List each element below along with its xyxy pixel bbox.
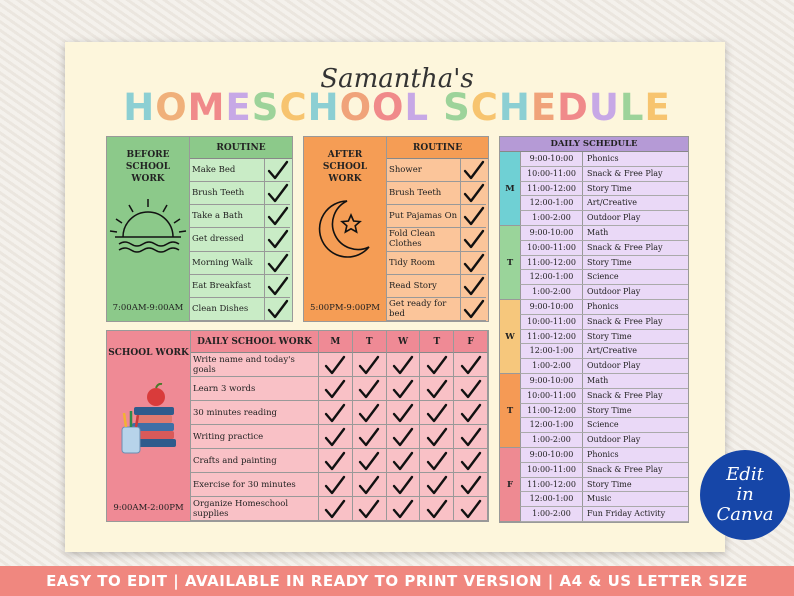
checkmark-icon xyxy=(454,497,488,521)
checkmark-icon xyxy=(264,228,290,251)
checkmark-icon xyxy=(353,353,387,377)
school-work-time: 9:00AM-2:00PM xyxy=(113,503,184,513)
checkmark-icon xyxy=(454,401,488,425)
checkmark-icon xyxy=(420,353,454,377)
schedule-time: 9:00-10:00 xyxy=(521,226,583,240)
checkmark-icon xyxy=(319,353,353,377)
schedule-subject: Outdoor Play xyxy=(587,213,641,223)
sunrise-icon xyxy=(107,197,189,257)
school-work-label-column xyxy=(107,331,191,521)
schedule-time: 10:00-11:00 xyxy=(521,241,583,255)
checkmark-icon xyxy=(353,401,387,425)
day-header: T xyxy=(353,331,387,353)
routine-item: Brush Teeth xyxy=(190,182,266,205)
schedule-subject: Story Time xyxy=(587,479,632,489)
schedule-subject: Snack & Free Play xyxy=(587,316,663,326)
schedule-time: 11:00-12:00 xyxy=(521,478,583,492)
schedule-time: 12:00-1:00 xyxy=(521,344,583,358)
school-task: 30 minutes reading xyxy=(191,401,319,425)
schedule-row xyxy=(520,404,688,419)
schedule-row xyxy=(520,389,688,404)
routine-item: Put Pajamas On xyxy=(387,205,462,228)
schedule-subject: Outdoor Play xyxy=(587,361,641,371)
daily-schedule-card xyxy=(499,136,689,523)
schedule-row xyxy=(520,211,688,226)
schedule-time: 10:00-11:00 xyxy=(521,315,583,329)
title-letter: E xyxy=(530,86,558,129)
schedule-time: 10:00-11:00 xyxy=(521,463,583,477)
checkmark-icon xyxy=(353,425,387,449)
after_school-title: AFTER SCHOOL WORK xyxy=(322,150,368,184)
title-letter: L xyxy=(404,86,430,129)
day-label-0: M xyxy=(500,152,520,226)
title-letter: S xyxy=(251,86,280,129)
books-apple-icon xyxy=(107,383,190,473)
school-work-card xyxy=(106,330,489,522)
school-task: Writing practice xyxy=(191,425,319,449)
title-letter: U xyxy=(588,86,620,129)
schedule-row xyxy=(520,256,688,271)
schedule-row xyxy=(520,315,688,330)
checkmark-icon xyxy=(319,449,353,473)
schedule-subject: Snack & Free Play xyxy=(587,464,663,474)
checkmark-icon xyxy=(454,377,488,401)
page-title xyxy=(0,86,794,129)
title-letter: O xyxy=(339,86,373,129)
schedule-row xyxy=(520,492,688,507)
checkmark-icon xyxy=(387,377,421,401)
checkmark-icon xyxy=(319,425,353,449)
checkmark-icon xyxy=(460,205,486,228)
schedule-time: 12:00-1:00 xyxy=(521,418,583,432)
schedule-row xyxy=(520,152,688,167)
schedule-subject: Science xyxy=(587,420,619,430)
daily-schedule-header: DAILY SCHEDULE xyxy=(500,137,688,152)
checkmark-icon xyxy=(387,449,421,473)
schedule-subject: Fun Friday Activity xyxy=(587,509,666,519)
child-name: Samantha's xyxy=(320,64,474,94)
checkmark-icon xyxy=(420,449,454,473)
routine-item: Eat Breakfast xyxy=(190,275,266,298)
checkmark-icon xyxy=(454,425,488,449)
schedule-subject: Music xyxy=(587,494,612,504)
schedule-subject: Snack & Free Play xyxy=(587,168,663,178)
title-letter: D xyxy=(557,86,589,129)
routine-item: Make Bed xyxy=(190,159,266,182)
checkmark-icon xyxy=(264,182,290,205)
schedule-row xyxy=(520,300,688,315)
day-label-2: W xyxy=(500,300,520,374)
school-work-header: DAILY SCHOOL WORK xyxy=(191,331,319,353)
checkmark-icon xyxy=(387,401,421,425)
checkmark-icon xyxy=(460,182,486,205)
checkmark-icon xyxy=(353,473,387,497)
title-letter: E xyxy=(644,86,671,129)
day-header: M xyxy=(319,331,353,353)
checkmark-icon xyxy=(420,401,454,425)
day-label-4: F xyxy=(500,448,520,522)
checkmark-icon xyxy=(387,353,421,377)
before_school-routine-header: ROUTINE xyxy=(190,137,292,159)
checkmark-icon xyxy=(264,159,290,182)
title-letter: C xyxy=(279,86,308,129)
checkmark-icon xyxy=(420,473,454,497)
checkmark-icon xyxy=(454,449,488,473)
schedule-time: 1:00-2:00 xyxy=(521,211,583,225)
schedule-row xyxy=(520,226,688,241)
checkmark-icon xyxy=(353,497,387,521)
day-header: F xyxy=(454,331,488,353)
schedule-time: 12:00-1:00 xyxy=(521,270,583,284)
title-letter: O xyxy=(155,86,188,129)
checkmark-icon xyxy=(460,298,486,321)
after-school-card xyxy=(303,136,489,322)
schedule-row xyxy=(520,270,688,285)
title-letter: E xyxy=(225,86,252,129)
school-task: Organize Homeschool supplies xyxy=(191,497,319,521)
routine-item: Shower xyxy=(387,159,462,182)
checkmark-icon xyxy=(454,353,488,377)
checkmark-icon xyxy=(353,449,387,473)
checkmark-icon xyxy=(353,377,387,401)
routine-item: Morning Walk xyxy=(190,252,266,275)
schedule-subject: Story Time xyxy=(587,257,632,267)
routine-item: Fold Clean Clothes xyxy=(387,228,462,251)
title-letter: L xyxy=(619,86,645,129)
school-work-title: SCHOOL WORK xyxy=(108,348,189,358)
schedule-row xyxy=(520,507,688,522)
checkmark-icon xyxy=(420,497,454,521)
schedule-subject: Snack & Free Play xyxy=(587,390,663,400)
checkmark-icon xyxy=(387,425,421,449)
schedule-row xyxy=(520,285,688,300)
after_school-time: 5:00PM-9:00PM xyxy=(310,303,380,313)
routine-item: Take a Bath xyxy=(190,205,266,228)
schedule-time: 12:00-1:00 xyxy=(521,492,583,506)
schedule-row xyxy=(520,359,688,374)
schedule-subject: Story Time xyxy=(587,405,632,415)
schedule-subject: Art/Creative xyxy=(587,198,637,208)
title-letter: S xyxy=(443,86,471,129)
schedule-subject: Story Time xyxy=(587,183,632,193)
checkmark-icon xyxy=(264,205,290,228)
badge-line-3: Canva xyxy=(716,504,774,525)
title-letter: M xyxy=(187,86,226,129)
before_school-label-column xyxy=(107,137,190,321)
schedule-row xyxy=(520,418,688,433)
schedule-row xyxy=(520,448,688,463)
schedule-time: 11:00-12:00 xyxy=(521,256,583,270)
after_school-label-column xyxy=(304,137,387,321)
routine-item: Brush Teeth xyxy=(387,182,462,205)
schedule-subject: Phonics xyxy=(587,154,619,163)
routine-item: Clean Dishes xyxy=(190,298,266,321)
checkmark-icon xyxy=(264,252,290,275)
schedule-subject: Outdoor Play xyxy=(587,435,641,445)
schedule-subject: Snack & Free Play xyxy=(587,242,663,252)
day-label-3: T xyxy=(500,374,520,448)
moon-star-icon xyxy=(304,197,386,259)
badge-line-1: Edit xyxy=(726,464,764,485)
schedule-row xyxy=(520,241,688,256)
title-letter: H xyxy=(498,86,531,129)
schedule-row xyxy=(520,196,688,211)
schedule-subject: Science xyxy=(587,272,619,282)
before-school-card xyxy=(106,136,293,322)
schedule-time: 1:00-2:00 xyxy=(521,433,583,447)
schedule-time: 9:00-10:00 xyxy=(521,152,583,166)
checkmark-icon xyxy=(319,377,353,401)
checkmark-icon xyxy=(460,228,486,251)
schedule-time: 12:00-1:00 xyxy=(521,196,583,210)
schedule-time: 1:00-2:00 xyxy=(521,285,583,299)
checkmark-icon xyxy=(319,401,353,425)
checkmark-icon xyxy=(460,275,486,298)
checkmark-icon xyxy=(319,497,353,521)
schedule-time: 1:00-2:00 xyxy=(521,507,583,521)
checkmark-icon xyxy=(454,473,488,497)
schedule-row xyxy=(520,478,688,493)
schedule-row xyxy=(520,374,688,389)
schedule-subject: Outdoor Play xyxy=(587,287,641,297)
title-letter: H xyxy=(307,86,340,129)
checkmark-icon xyxy=(387,497,421,521)
checkmark-icon xyxy=(460,252,486,275)
school-task: Write name and today's goals xyxy=(191,353,319,377)
schedule-time: 10:00-11:00 xyxy=(521,389,583,403)
schedule-time: 11:00-12:00 xyxy=(521,182,583,196)
schedule-row xyxy=(520,463,688,478)
schedule-time: 9:00-10:00 xyxy=(521,374,583,388)
title-letter: H xyxy=(123,86,156,129)
routine-item: Read Story xyxy=(387,275,462,298)
schedule-time: 9:00-10:00 xyxy=(521,448,583,462)
schedule-time: 11:00-12:00 xyxy=(521,404,583,418)
title-letter: C xyxy=(470,86,499,129)
routine-item: Tidy Room xyxy=(387,252,462,275)
checkmark-icon xyxy=(420,377,454,401)
day-header: T xyxy=(420,331,454,353)
before_school-title: BEFORE SCHOOL WORK xyxy=(125,150,171,184)
badge-line-2: in xyxy=(736,484,754,505)
routine-item: Get ready for bed xyxy=(387,298,462,321)
checkmark-icon xyxy=(420,425,454,449)
schedule-row xyxy=(520,433,688,448)
school-task: Crafts and painting xyxy=(191,449,319,473)
schedule-subject: Phonics xyxy=(587,302,619,311)
promo-banner: EASY TO EDIT | AVAILABLE IN READY TO PRINT VERSION | A4 & US LETTER SIZE xyxy=(0,566,794,596)
edit-in-canva-badge xyxy=(700,450,790,540)
schedule-time: 10:00-11:00 xyxy=(521,167,583,181)
schedule-subject: Art/Creative xyxy=(587,346,637,356)
before_school-time: 7:00AM-9:00AM xyxy=(112,303,184,313)
checkmark-icon xyxy=(387,473,421,497)
title-letter: O xyxy=(372,86,405,129)
checkmark-icon xyxy=(264,275,290,298)
schedule-time: 1:00-2:00 xyxy=(521,359,583,373)
day-header: W xyxy=(387,331,421,353)
schedule-subject: Story Time xyxy=(587,331,632,341)
schedule-time: 9:00-10:00 xyxy=(521,300,583,314)
checkmark-icon xyxy=(264,298,290,321)
schedule-row xyxy=(520,344,688,359)
school-task: Learn 3 words xyxy=(191,377,319,401)
schedule-subject: Math xyxy=(587,376,609,385)
schedule-row xyxy=(520,167,688,182)
schedule-row xyxy=(520,182,688,197)
routine-item: Get dressed xyxy=(190,228,266,251)
after_school-routine-header: ROUTINE xyxy=(387,137,488,159)
checkmark-icon xyxy=(319,473,353,497)
day-label-1: T xyxy=(500,226,520,300)
school-task: Exercise for 30 minutes xyxy=(191,473,319,497)
schedule-subject: Math xyxy=(587,228,609,237)
schedule-subject: Phonics xyxy=(587,450,619,459)
checkmark-icon xyxy=(460,159,486,182)
schedule-time: 11:00-12:00 xyxy=(521,330,583,344)
schedule-row xyxy=(520,330,688,345)
